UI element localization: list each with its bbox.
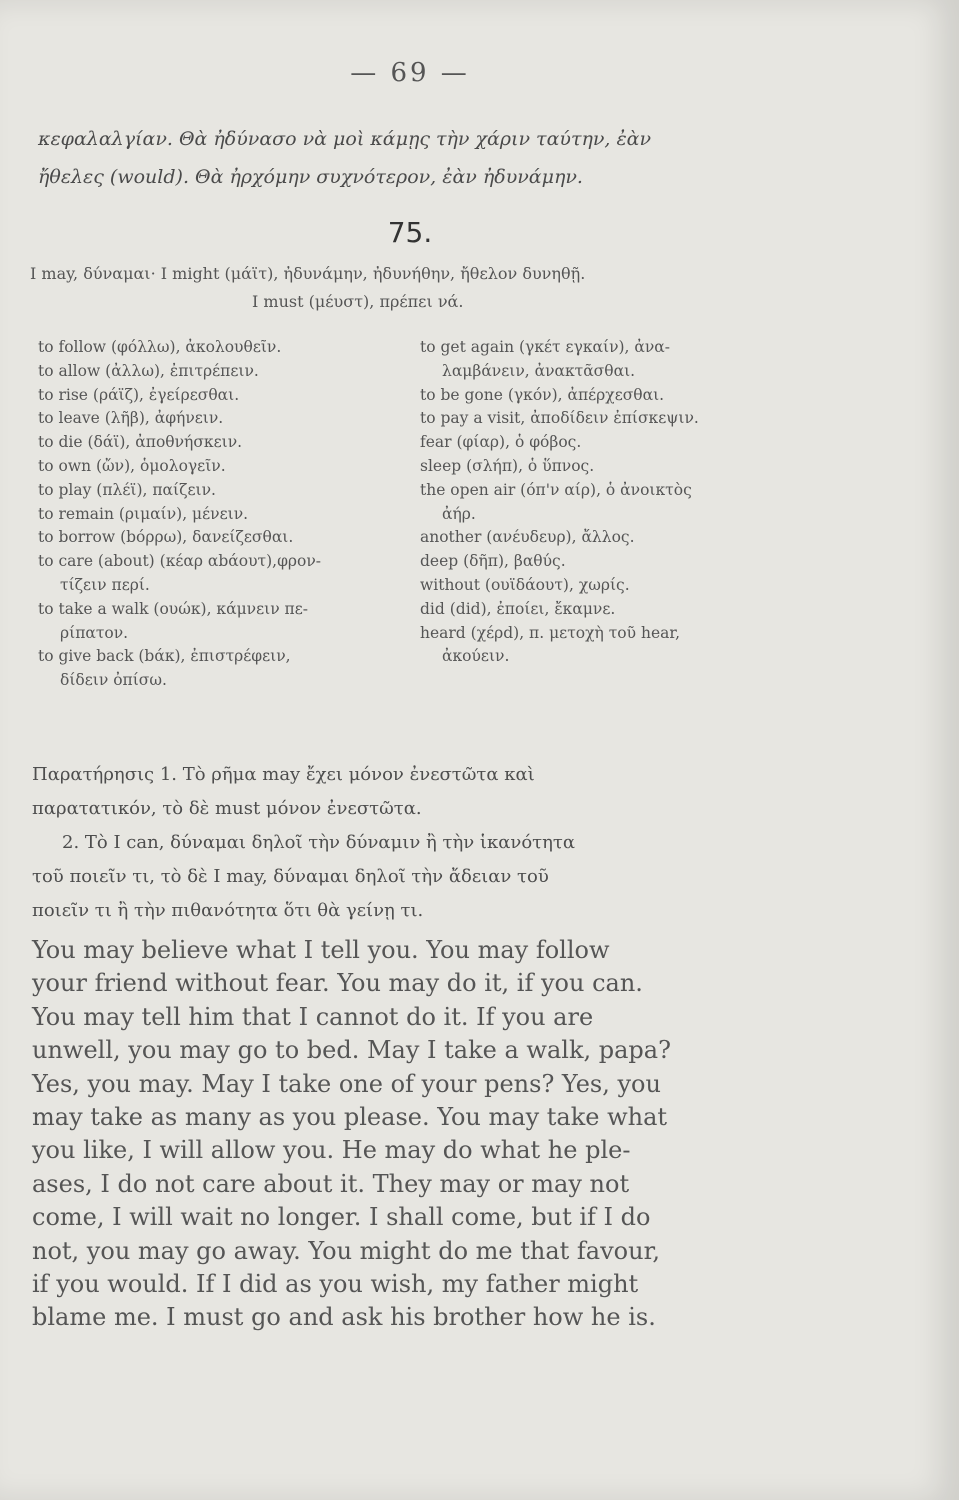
exercise-line: not, you may go away. You might do me that favour,	[32, 1236, 661, 1265]
vocab-entry: to pay a visit, ἀποδίδειν ἐπίσκεψιν.	[420, 409, 699, 428]
vocab-entry: to get again (γκέτ εγκαίν), ἀνα-	[420, 338, 670, 356]
vocab-entry: to own (ὤν), ὁμολογεῖν.	[38, 456, 226, 475]
vocab-entry: ρίπατον.	[60, 623, 129, 642]
exercise-line: Yes, you may. May I take one of your pens? Yes, you	[32, 1069, 661, 1098]
intro-line: ἤθελες (would). Θὰ ἠρχόμην συχνότερον, ἐὰν ἠδυνάμην.	[38, 166, 583, 188]
vocab-entry: to take a walk (ουώκ), κάμνειν πε-	[38, 599, 308, 618]
exercise-line: ases, I do not care about it. They may or may not	[32, 1169, 630, 1198]
note-line: παρατατικόν, τὸ δὲ must μόνον ἐνεστῶτα.	[32, 798, 422, 819]
intro-paragraph	[38, 120, 828, 196]
vocab-entry: to give back (bάκ), ἐπιστρέφειν,	[38, 647, 291, 666]
header-line: I may, δύναμαι· I might (μάϊτ), ἠδυνάμην, ἠδυνήθην, ἤθελον δυνηθῇ.	[30, 264, 586, 283]
vocab-entry: deep (δῆπ), βαθύς.	[420, 552, 566, 571]
exercise-line: You may believe what I tell you. You may follow	[32, 936, 610, 964]
vocab-entry: to die (δάϊ), ἀποθνήσκειν.	[38, 433, 243, 452]
vocab-entry: τίζειν περί.	[60, 575, 150, 594]
vocab-entry: ἀκούειν.	[442, 647, 510, 666]
header-line: I must (μέυστ), πρέπει νά.	[252, 292, 464, 311]
note-line: 2. Τὸ I can, δύναμαι δηλοῖ τὴν δύναμιν ἢ τὴν ἱκανότητα	[62, 832, 576, 853]
vocab-entry: did (did), ἐποίει, ἔκαμνε.	[420, 599, 616, 618]
vocabulary-right-column	[420, 336, 820, 669]
exercise-line: blame me. I must go and ask his brother how he is.	[32, 1303, 656, 1332]
vocab-entry: to remain (ριμαίν), μένειν.	[38, 504, 249, 523]
vocab-entry: fear (φίαρ), ὁ φόβος.	[420, 433, 582, 452]
exercise-line: come, I will wait no longer. I shall come, but if I do	[32, 1203, 651, 1232]
vocab-entry: λαμβάνειν, ἀνακτᾶσθαι.	[442, 361, 636, 380]
vocab-entry: the open air (όπ'ν αίρ), ὁ ἀνοικτὸς	[420, 480, 692, 499]
lesson-header	[30, 260, 830, 316]
exercise-line: unwell, you may go to bed. May I take a walk, papa?	[32, 1036, 671, 1065]
vocab-entry: ἀήρ.	[442, 504, 476, 523]
exercise-line: if you would. If I did as you wish, my father might	[32, 1270, 639, 1299]
exercise-line: your friend without fear. You may do it, if you can.	[32, 969, 643, 998]
vocab-entry: sleep (σλήπ), ὁ ὕπνος.	[420, 456, 595, 475]
note-line: ποιεῖν τι ἢ τὴν πιθανότητα ὅτι θὰ γείνῃ τι.	[32, 900, 424, 921]
vocab-entry: without (ουϊδάουτ), χωρίς.	[420, 575, 630, 594]
exercise-line: may take as many as you please. You may take what	[32, 1103, 668, 1132]
page-number: — 69 —	[350, 58, 470, 88]
vocab-entry: to care (about) (κέαρ αbάουτ),φρον-	[38, 552, 322, 571]
vocab-entry: heard (χέρd), π. μετοχὴ τοῦ hear,	[420, 623, 681, 642]
lesson-number: 75.	[387, 216, 433, 249]
english-exercise	[32, 934, 832, 1335]
vocab-entry: to follow (φόλλω), ἀκολουθεῖν.	[38, 338, 282, 356]
vocab-entry: δίδειν ὀπίσω.	[60, 671, 167, 690]
vocab-entry: to rise (ράϊζ), ἐγείρεσθαι.	[38, 385, 240, 404]
vocab-entry: to be gone (γκόν), ἀπέρχεσθαι.	[420, 385, 665, 404]
note-line: Παρατήρησις 1. Τὸ ρῆμα may ἔχει μόνον ἐνεστῶτα καὶ	[32, 764, 535, 785]
vocab-entry: to play (πλέϊ), παίζειν.	[38, 480, 216, 499]
vocab-entry: to borrow (bόρρω), δανείζεσθαι.	[38, 528, 294, 547]
exercise-line: you like, I will allow you. He may do what he ple-	[32, 1136, 631, 1165]
note-line: τοῦ ποιεῖν τι, τὸ δὲ I may, δύναμαι δηλοῖ τὴν ἄδειαν τοῦ	[32, 866, 549, 887]
vocab-entry: to leave (λῆβ), ἀφήνειν.	[38, 409, 224, 428]
vocab-entry: to allow (ἀλλω), ἐπιτρέπειν.	[38, 361, 259, 380]
grammar-notes	[32, 758, 832, 928]
exercise-line: You may tell him that I cannot do it. If you are	[32, 1002, 594, 1031]
vocab-entry: another (ανέυδευρ), ἄλλος.	[420, 528, 635, 547]
intro-line: κεφαλαλγίαν. Θὰ ἠδύνασο νὰ μοὶ κάμῃς τὴν χάριν ταύτην, ἐὰν	[38, 128, 652, 150]
vocabulary-left-column	[38, 336, 418, 693]
